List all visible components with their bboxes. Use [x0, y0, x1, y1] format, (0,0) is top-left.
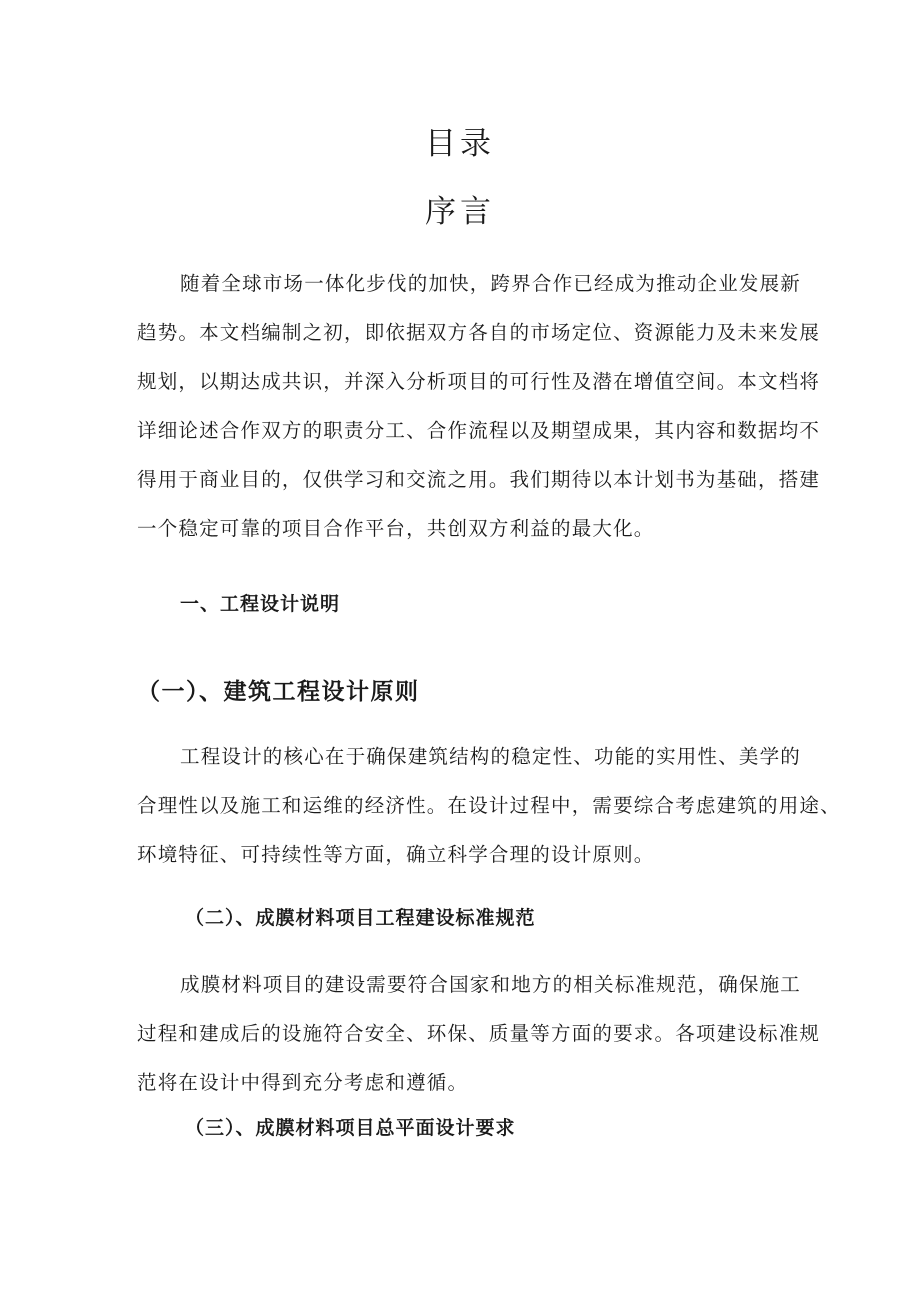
- preface-line: 随着全球市场一体化步伐的加快，跨界合作已经成为推动企业发展新: [180, 272, 802, 295]
- preface-line: 趋势。本文档编制之初，即依据双方各自的市场定位、资源能力及未来发展: [137, 321, 821, 344]
- subsection-line: 合理性以及施工和运维的经济性。在设计过程中，需要综合考虑建筑的用途、: [137, 794, 841, 817]
- subsection-line: 范将在设计中得到充分考虑和遵循。: [137, 1071, 469, 1094]
- toc-title: 目录: [425, 126, 495, 162]
- subsection-line: 过程和建成后的设施符合安全、环保、质量等方面的要求。各项建设标准规: [137, 1022, 821, 1045]
- section-heading: 一、工程设计说明: [180, 593, 341, 615]
- preface-line: 一个稳定可靠的项目合作平台，共创双方利益的最大化。: [137, 517, 655, 540]
- preface-line: 得用于商业目的，仅供学习和交流之用。我们期待以本计划书为基础，搭建: [137, 468, 821, 491]
- subsection-heading: （一）、建筑工程设计原则: [137, 678, 420, 705]
- preface-title: 序言: [425, 194, 495, 230]
- preface-line: 详细论述合作双方的职责分工、合作流程以及期望成果，其内容和数据均不: [137, 419, 821, 442]
- subsection-line: 工程设计的核心在于确保建筑结构的稳定性、功能的实用性、美学的: [180, 745, 802, 768]
- preface-line: 规划，以期达成共识，并深入分析项目的可行性及潜在增值空间。本文档将: [137, 370, 821, 393]
- subsection-heading: （三）、成膜材料项目总平面设计要求: [185, 1117, 516, 1139]
- subsection-heading: （二）、成膜材料项目工程建设标准规范: [185, 907, 536, 929]
- subsection-line: 环境特征、可持续性等方面，确立科学合理的设计原则。: [137, 843, 655, 866]
- subsection-line: 成膜材料项目的建设需要符合国家和地方的相关标准规范，确保施工: [180, 973, 802, 996]
